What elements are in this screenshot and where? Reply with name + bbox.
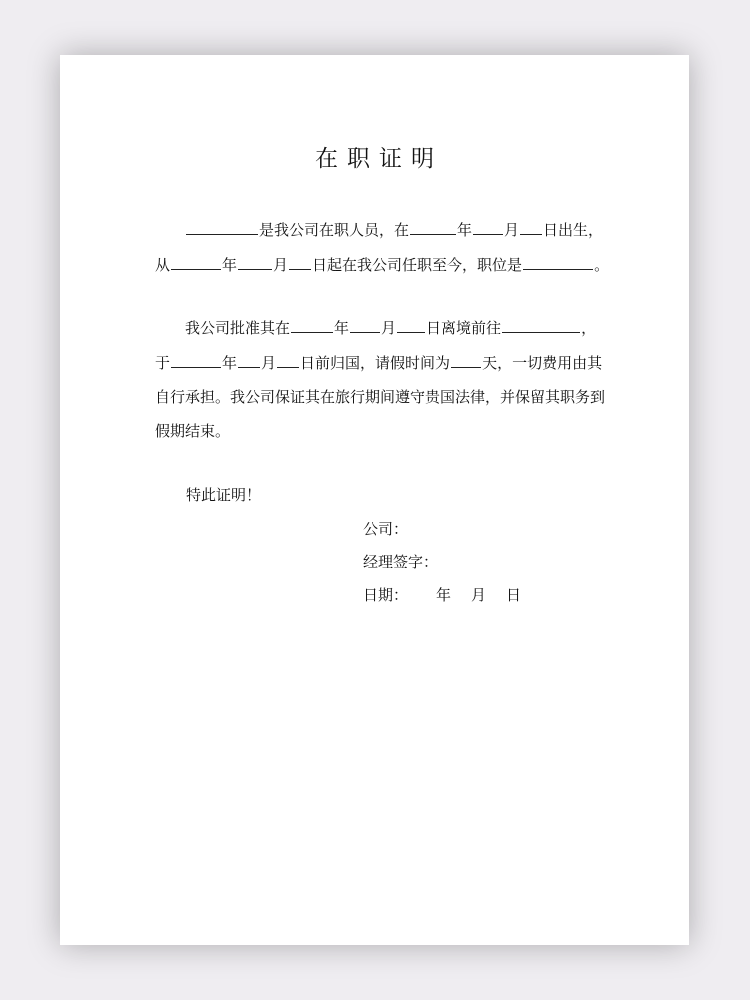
- text: 天，一切费用由其: [482, 354, 603, 372]
- start-year-blank[interactable]: [171, 255, 221, 270]
- date-line: [363, 584, 521, 606]
- text: 年: [222, 354, 238, 372]
- text: 日出生，: [543, 221, 604, 239]
- birth-year-blank[interactable]: [410, 220, 456, 235]
- text: 月: [273, 256, 289, 274]
- manager-signature-label: 经理签字：: [363, 553, 439, 571]
- text: 。: [594, 256, 610, 274]
- paragraph-1-line-2: [155, 254, 609, 276]
- paragraph-1-line-1: [155, 219, 603, 241]
- birth-day-blank[interactable]: [520, 220, 542, 235]
- document-title: 在职证明: [315, 146, 443, 172]
- paragraph-2-line-4: 假期结束。: [155, 422, 231, 440]
- destination-blank[interactable]: [502, 318, 580, 333]
- birth-month-blank[interactable]: [473, 220, 503, 235]
- text: 月: [504, 221, 520, 239]
- text: 年: [457, 221, 473, 239]
- month-label: 月: [471, 586, 487, 604]
- text: 是我公司在职人员，在: [259, 221, 410, 239]
- day-label: 日: [506, 586, 522, 604]
- depart-day-blank[interactable]: [397, 318, 425, 333]
- position-blank[interactable]: [523, 255, 593, 270]
- text: 月: [381, 319, 397, 337]
- text: 月: [261, 354, 277, 372]
- depart-month-blank[interactable]: [350, 318, 380, 333]
- leave-days-blank[interactable]: [451, 353, 481, 368]
- text: 日前归国，请假时间为: [300, 354, 451, 372]
- paragraph-2-line-1: [155, 317, 596, 339]
- paragraph-2-line-2: [155, 352, 602, 374]
- text: 我公司批准其在: [185, 319, 291, 337]
- paragraph-2-line-3: 自行承担。我公司保证其在旅行期间遵守贵国法律，并保留其职务到: [155, 388, 606, 406]
- date-label: 日期：: [363, 586, 409, 604]
- return-day-blank[interactable]: [277, 353, 299, 368]
- text: ，: [581, 319, 597, 337]
- return-year-blank[interactable]: [171, 353, 221, 368]
- return-month-blank[interactable]: [238, 353, 260, 368]
- text: 于: [155, 354, 171, 372]
- text: 日离境前往: [426, 319, 502, 337]
- text: 从: [155, 256, 171, 274]
- closing-statement: 特此证明！: [186, 486, 262, 504]
- depart-year-blank[interactable]: [291, 318, 333, 333]
- text: 日起在我公司任职至今，职位是: [312, 256, 523, 274]
- text: 年: [222, 256, 238, 274]
- name-blank[interactable]: [186, 220, 258, 235]
- text: 年: [334, 319, 350, 337]
- start-month-blank[interactable]: [238, 255, 272, 270]
- start-day-blank[interactable]: [289, 255, 311, 270]
- document-page: [60, 55, 689, 945]
- company-label: 公司：: [363, 520, 409, 538]
- year-label: 年: [436, 586, 452, 604]
